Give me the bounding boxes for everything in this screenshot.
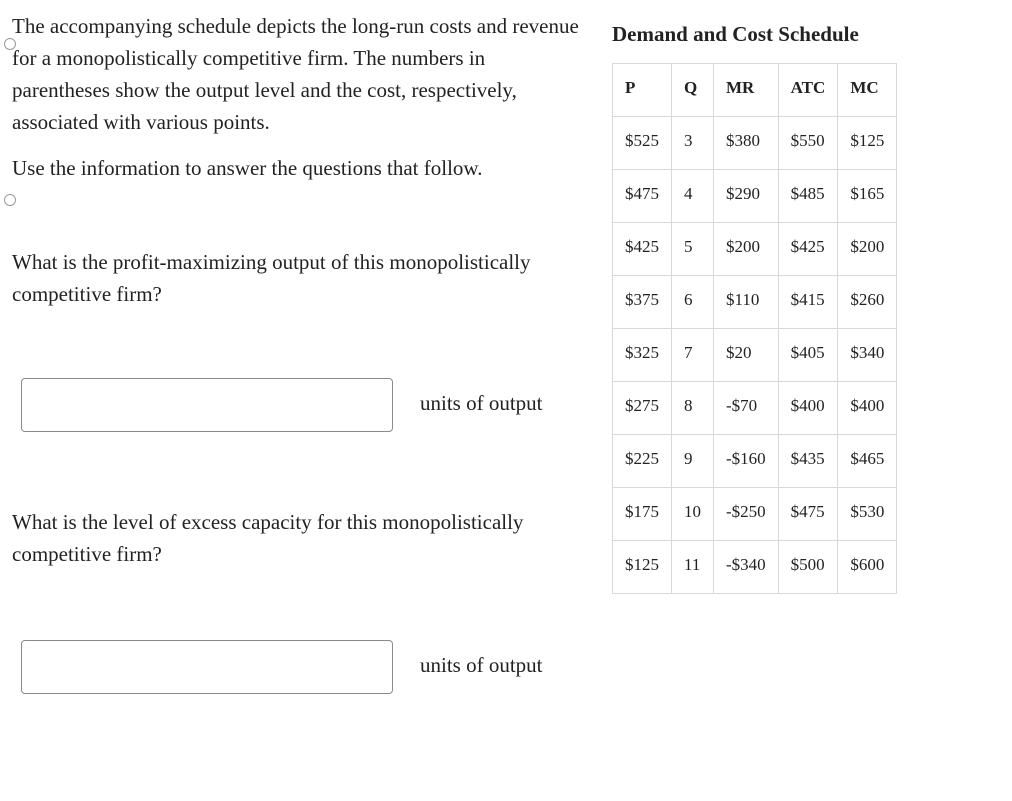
cell-mc: $400 — [838, 382, 897, 435]
column-header-q: Q — [672, 64, 714, 117]
demand-cost-table — [612, 63, 897, 594]
column-header-atc: ATC — [778, 64, 838, 117]
cell-p: $125 — [613, 541, 672, 594]
instruction-text: Use the information to answer the questions that follow. — [12, 156, 483, 180]
cell-atc: $400 — [778, 382, 838, 435]
cell-mc: $600 — [838, 541, 897, 594]
cell-mr: -$250 — [714, 488, 779, 541]
question-2-prompt: What is the level of excess capacity for this monopolistically competitive firm? — [12, 510, 524, 566]
cell-q: 4 — [672, 170, 714, 223]
question-1-answer-row — [21, 378, 581, 432]
cell-atc: $405 — [778, 329, 838, 382]
question-2-answer-input[interactable] — [21, 640, 393, 694]
cell-mr: $380 — [714, 117, 779, 170]
cell-q: 5 — [672, 223, 714, 276]
cell-atc: $425 — [778, 223, 838, 276]
question-2-units-label: units of output — [420, 653, 543, 677]
cell-mr: $290 — [714, 170, 779, 223]
column-header-mr: MR — [714, 64, 779, 117]
cell-mc: $340 — [838, 329, 897, 382]
cell-mc: $260 — [838, 276, 897, 329]
cell-atc: $485 — [778, 170, 838, 223]
table-row — [613, 435, 897, 488]
cell-q: 11 — [672, 541, 714, 594]
cell-p: $225 — [613, 435, 672, 488]
table-row — [613, 117, 897, 170]
question-1-answer-input[interactable] — [21, 378, 393, 432]
cell-p: $325 — [613, 329, 672, 382]
cell-atc: $500 — [778, 541, 838, 594]
cell-q: 6 — [672, 276, 714, 329]
cell-mr: $20 — [714, 329, 779, 382]
column-header-p: P — [613, 64, 672, 117]
cell-p: $475 — [613, 170, 672, 223]
cell-p: $175 — [613, 488, 672, 541]
table-row — [613, 382, 897, 435]
cell-mr: -$70 — [714, 382, 779, 435]
question-1-units-label: units of output — [420, 391, 543, 415]
cell-mc: $530 — [838, 488, 897, 541]
cell-p: $525 — [613, 117, 672, 170]
schedule-panel — [612, 20, 897, 594]
cell-atc: $435 — [778, 435, 838, 488]
table-row — [613, 276, 897, 329]
table-row — [613, 541, 897, 594]
cell-mr: $200 — [714, 223, 779, 276]
cell-q: 8 — [672, 382, 714, 435]
cell-mc: $200 — [838, 223, 897, 276]
cell-mc: $165 — [838, 170, 897, 223]
table-row — [613, 488, 897, 541]
table-row — [613, 170, 897, 223]
cell-q: 3 — [672, 117, 714, 170]
table-row — [613, 223, 897, 276]
table-row — [613, 329, 897, 382]
cell-mr: -$160 — [714, 435, 779, 488]
cell-mr: $110 — [714, 276, 779, 329]
cell-atc: $415 — [778, 276, 838, 329]
column-header-mc: MC — [838, 64, 897, 117]
cell-q: 7 — [672, 329, 714, 382]
question-2-answer-row — [21, 640, 581, 694]
schedule-title: Demand and Cost Schedule — [612, 22, 859, 46]
intro-text: The accompanying schedule depicts the long-run costs and revenue for a monopolistically competitive firm. The numbers in parentheses show the output level and the cost, respectively, associated with various points. — [12, 14, 579, 134]
cell-mr: -$340 — [714, 541, 779, 594]
cell-q: 9 — [672, 435, 714, 488]
cell-mc: $465 — [838, 435, 897, 488]
cell-mc: $125 — [838, 117, 897, 170]
cell-atc: $475 — [778, 488, 838, 541]
question-1-prompt: What is the profit-maximizing output of this monopolistically competitive firm? — [12, 250, 531, 306]
margin-marker — [4, 194, 16, 206]
cell-atc: $550 — [778, 117, 838, 170]
cell-p: $275 — [613, 382, 672, 435]
cell-q: 10 — [672, 488, 714, 541]
cell-p: $425 — [613, 223, 672, 276]
table-header-row — [613, 64, 897, 117]
cell-p: $375 — [613, 276, 672, 329]
